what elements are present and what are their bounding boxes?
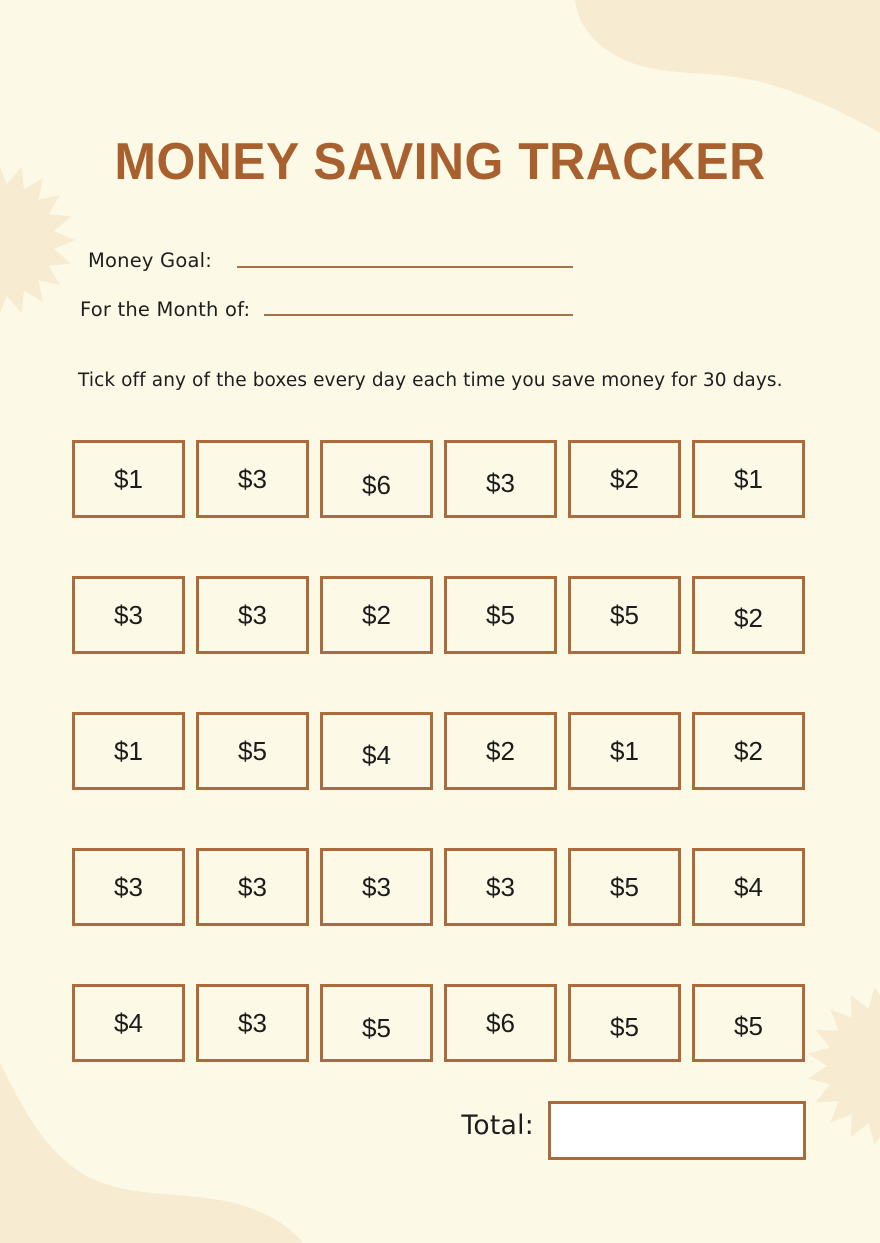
instruction-text: Tick off any of the boxes every day each time you save money for 30 days. xyxy=(78,370,783,391)
money-box[interactable]: $4 xyxy=(320,712,433,790)
money-box[interactable]: $2 xyxy=(444,712,557,790)
money-box[interactable]: $2 xyxy=(320,576,433,654)
money-box[interactable]: $2 xyxy=(568,440,681,518)
money-box[interactable]: $3 xyxy=(196,984,309,1062)
money-box[interactable]: $3 xyxy=(444,848,557,926)
month-line[interactable] xyxy=(264,314,573,316)
money-box[interactable]: $5 xyxy=(568,848,681,926)
money-box[interactable]: $3 xyxy=(72,848,185,926)
starburst-bottom-right xyxy=(808,987,880,1145)
money-box[interactable]: $5 xyxy=(320,984,433,1062)
corner-blob-bottom-left xyxy=(0,1062,303,1243)
money-box[interactable]: $3 xyxy=(196,440,309,518)
money-box[interactable]: $1 xyxy=(568,712,681,790)
money-box[interactable]: $5 xyxy=(444,576,557,654)
money-goal-label: Money Goal: xyxy=(88,249,213,272)
money-box[interactable]: $4 xyxy=(72,984,185,1062)
money-box[interactable]: $6 xyxy=(444,984,557,1062)
month-label: For the Month of: xyxy=(80,298,251,321)
money-box[interactable]: $2 xyxy=(692,712,805,790)
money-box[interactable]: $1 xyxy=(692,440,805,518)
page-title: MONEY SAVING TRACKER xyxy=(114,133,766,191)
money-box[interactable]: $3 xyxy=(444,440,557,518)
money-box[interactable]: $6 xyxy=(320,440,433,518)
money-box[interactable]: $5 xyxy=(196,712,309,790)
total-label: Total: xyxy=(461,1110,534,1141)
money-box[interactable]: $3 xyxy=(196,576,309,654)
money-box[interactable]: $4 xyxy=(692,848,805,926)
money-box[interactable]: $2 xyxy=(692,576,805,654)
money-box[interactable]: $1 xyxy=(72,440,185,518)
total-input-box[interactable] xyxy=(548,1101,806,1160)
money-goal-line[interactable] xyxy=(237,266,573,268)
money-box[interactable]: $5 xyxy=(568,576,681,654)
money-box[interactable]: $5 xyxy=(692,984,805,1062)
money-box[interactable]: $1 xyxy=(72,712,185,790)
money-box[interactable]: $3 xyxy=(320,848,433,926)
corner-blob-top-right xyxy=(575,0,880,133)
money-box[interactable]: $5 xyxy=(568,984,681,1062)
savings-grid xyxy=(72,440,805,1062)
money-box[interactable]: $3 xyxy=(196,848,309,926)
money-box[interactable]: $3 xyxy=(72,576,185,654)
